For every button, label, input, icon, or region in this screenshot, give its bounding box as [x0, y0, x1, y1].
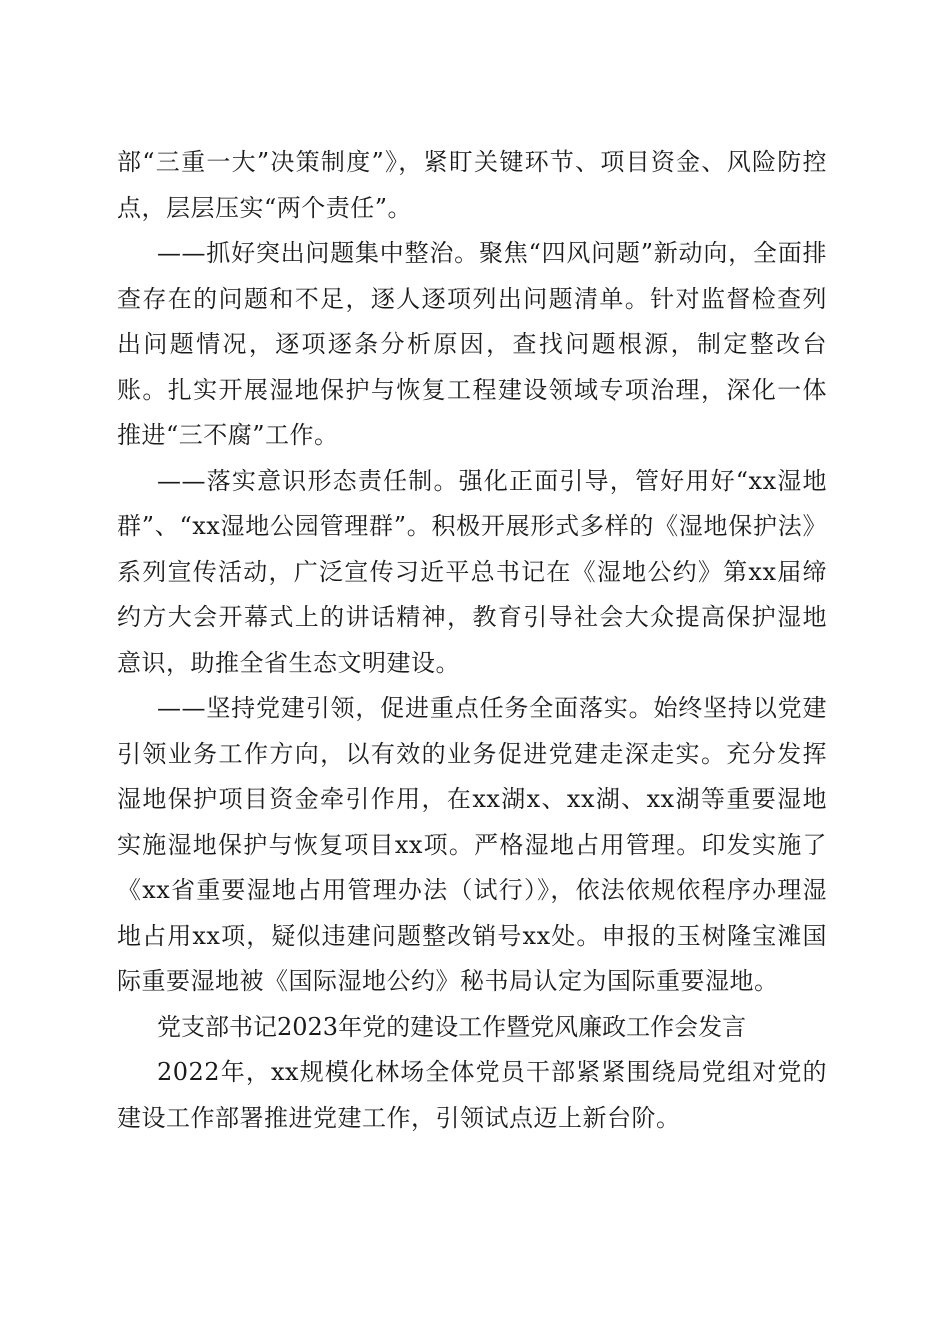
paragraph-intro-2022: 2022年，xx规模化林场全体党员干部紧紧围绕局党组对党的建设工作部署推进党建工作，引领试点迈上新台阶。	[117, 1058, 827, 1132]
paragraph-continuation: 部“三重一大”决策制度”》，紧盯关键环节、项目资金、风险防控点，层层压实“两个责任”。	[117, 148, 827, 222]
paragraph-party-building-lead: ——坚持党建引领，促进重点任务全面落实。始终坚持以党建引领业务工作方向，以有效的业务促进党建走深走实。充分发挥湿地保护项目资金牵引作用，在xx湖x、xx湖、xx湖等重要湿地实施湿地保护与恢复项目xx项。严格湿地占用管理。印发实施了《xx省重要湿地占用管理办法（试行）》，依法依规依程序办理湿地占用xx项，疑似违建问题整改销号xx处。申报的玉树隆宝滩国际重要湿地被《国际湿地公约》秘书局认定为国际重要湿地。	[117, 694, 827, 995]
paragraph-ideology-responsibility: ——落实意识形态责任制。强化正面引导，管好用好“xx湿地群”、“xx湿地公园管理群”。积极开展形式多样的《湿地保护法》系列宣传活动，广泛宣传习近平总书记在《湿地公约》第xx届缔约方大会开幕式上的讲话精神，教育引导社会大众提高保护湿地意识，助推全省生态文明建设。	[117, 466, 827, 677]
paragraph-problem-rectification: ——抓好突出问题集中整治。聚焦“四风问题”新动向，全面排查存在的问题和不足，逐人逐项列出问题清单。针对监督检查列出问题情况，逐项逐条分析原因，查找问题根源，制定整改台账。扎实开展湿地保护与恢复工程建设领域专项治理，深化一体推进“三不腐”工作。	[117, 239, 827, 449]
speech-title: 党支部书记2023年党的建设工作暨党风廉政工作会发言	[157, 1012, 747, 1041]
document-page	[117, 140, 827, 1141]
